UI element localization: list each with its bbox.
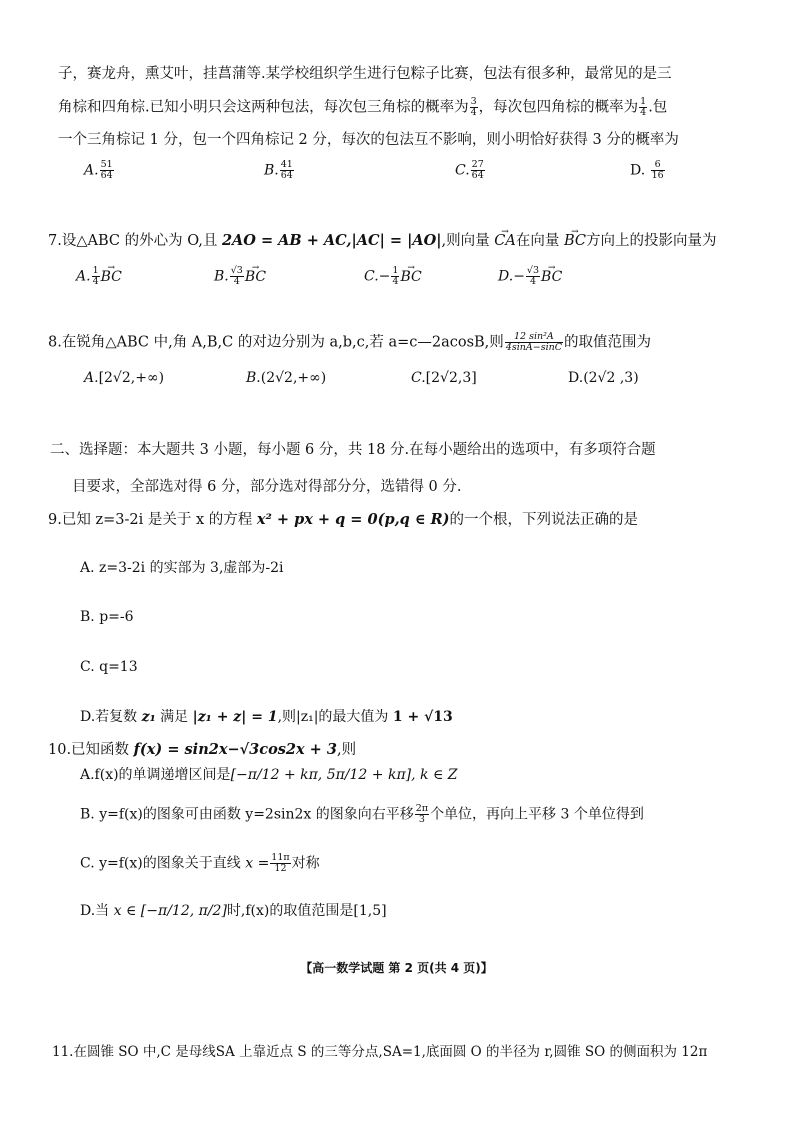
q10-option-a: A.f(x)的单调递增区间是[−π/12 + kπ, 5π/12 + kπ], k ∈ Z xyxy=(80,767,458,783)
q8-option-a: A.[2√2,+∞) xyxy=(84,370,165,386)
q8-option-d: D.(2√2 ,3) xyxy=(568,370,639,386)
q9-option-b: B. p=-6 xyxy=(80,609,134,625)
q6-option-b: B. $\frac{41}{64}$ xyxy=(264,159,293,181)
q10-option-c: C. y=f(x)的图象关于直线 x = $\frac{11\pi}{12}$ 对称 xyxy=(80,852,320,874)
page-footer: 【高一数学试题 第 2 页(共 4 页)】 xyxy=(300,961,493,975)
q9-stem: 9.已知 z=3-2i 是关于 x 的方程 x² + px + q = 0(p,q ∈ R)的一个根，下列说法正确的是 xyxy=(48,511,639,528)
q7-option-d: D.− $\frac{√3}{4}$ → BC xyxy=(498,266,562,287)
q6-line-1: 子，赛龙舟，熏艾叶，挂菖蒲等.某学校组织学生进行包粽子比赛，包法有很多种，最常见的是三 xyxy=(58,66,672,82)
q7-condition: 2AO = AB + AC,|AC| = |AO| xyxy=(221,232,442,249)
q6-prob-triangle: $\frac{3}{4}$ xyxy=(470,96,477,118)
q10-stem: 10.已知函数 f(x) = sin2x−√3cos2x + 3,则 xyxy=(48,741,357,758)
q8-option-c: C.[2√2,3] xyxy=(411,370,477,386)
q7-vector-ca: → CA xyxy=(494,231,516,251)
q10-function: f(x) = sin2x−√3cos2x + 3 xyxy=(133,741,337,758)
q7-stem: 7.设△ABC 的外心为 O,且 2AO = AB + AC,|AC| = |AO|,则向量 → CA在向量 → BC方向上的投影向量为 xyxy=(48,231,716,251)
q9-equation: x² + px + q = 0(p,q ∈ R) xyxy=(256,511,450,528)
q9-option-a: A. z=3-2i 的实部为 3,虚部为-2i xyxy=(80,560,284,576)
q6-option-d: D. $\frac{6}{16}$ xyxy=(630,159,664,181)
q8-stem: 8.在锐角△ABC 中,角 A,B,C 的对边分别为 a,b,c,若 a=c—2acosB,则 $\frac{\text{12 sin²A}}{4\sin A-\sin C}$ 的取值范围为 xyxy=(48,331,651,353)
q6-option-c: C. $\frac{27}{64}$ xyxy=(455,159,484,181)
q6-prob-square: $\frac{1}{4}$ xyxy=(640,96,647,118)
q10-option-d: D.当 x ∈ [−π/12, π/2]时,f(x)的取值范围是[1,5] xyxy=(80,903,387,919)
q7-option-b: B. $\frac{√3}{4}$ → BC xyxy=(214,266,266,287)
q6-line-2: 角棕和四角棕.已知小明只会这两种包法，每次包三角棕的概率为 $\frac{3}{4}$ ，每次包四角棕的概率为 $\frac{1}{4}$ .包 xyxy=(58,96,668,118)
q6-option-a: A. $\frac{51}{64}$ xyxy=(84,159,113,181)
q8-expression: $\frac{\text{12 sin²A}}{4\sin A-\sin C}$ xyxy=(505,331,562,353)
q8-option-b: B.(2√2,+∞) xyxy=(246,370,327,386)
q9-option-d: D.若复数 z₁ 满足 |z₁ + z| = 1,则|z₁|的最大值为 1 + √13 xyxy=(80,709,453,725)
q10-option-b: B. y=f(x)的图象可由函数 y=2sin2x 的图象向右平移 $\frac{2\pi}{3}$ 个单位，再向上平移 3 个单位得到 xyxy=(80,803,644,825)
section-2-heading: 二、选择题：本大题共 3 小题，每小题 6 分，共 18 分.在每小题给出的选项中，有多项符合题 xyxy=(50,442,656,458)
q7-vector-bc: → BC xyxy=(564,231,586,251)
section-2-instructions: 目要求，全部选对得 6 分，部分选对得部分分，选错得 0 分. xyxy=(72,479,462,495)
q7-option-a: A. $\frac{1}{4}$ → BC xyxy=(76,266,122,287)
q7-option-c: C.− $\frac{1}{4}$ → BC xyxy=(364,266,422,287)
q6-line-3: 一个三角棕记 1 分，包一个四角棕记 2 分，每次的包法互不影响，则小明恰好获得 3 分的概率为 xyxy=(58,132,679,148)
q11-stem: 11.在圆锥 SO 中,C 是母线SA 上靠近点 S 的三等分点,SA=1,底面圆 O 的半径为 r,圆锥 SO 的侧面积为 12π xyxy=(52,1044,708,1060)
q9-option-c: C. q=13 xyxy=(80,659,138,675)
